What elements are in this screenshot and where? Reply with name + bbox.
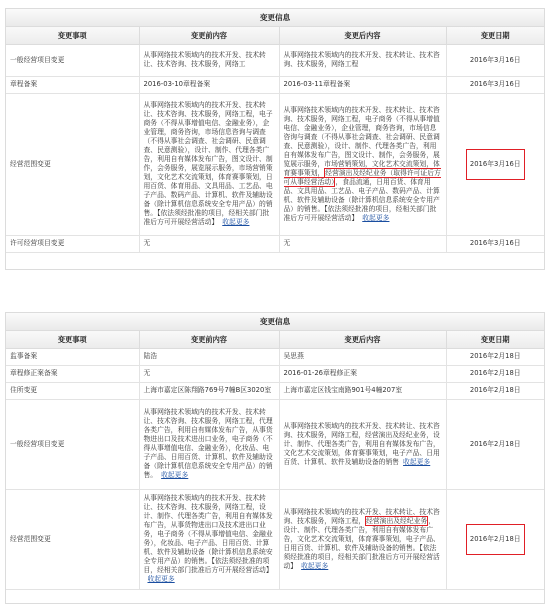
change-item: 章程备案: [6, 76, 139, 93]
after-content: [279, 93, 446, 235]
change-date: 2016年3月16日: [446, 76, 544, 93]
after-content: 上海市嘉定区钱宝南路901号4幢207室: [279, 382, 446, 399]
table-row: [6, 348, 544, 365]
after-content: 无: [279, 235, 446, 252]
collapse-link[interactable]: 收起更多: [222, 218, 250, 226]
table-row: [6, 365, 544, 382]
highlighted-change: 经营演出及经纪业务（取得许可证后方可从事经营活动）: [283, 168, 441, 186]
table-row: [6, 44, 544, 76]
header-item: 变更事项: [6, 27, 139, 44]
change-date-cell: [446, 93, 544, 235]
after-text-rest: ，设计、制作、代理各类广告，利用自有媒体发布广告，文化艺术交流策划，体育赛事策划，电子产品、日用百货、计算机、软件及辅助设备的销售。【依法须经批准的项目，经相关部门批准后方可开展经营活动】: [283, 516, 440, 570]
panel-title: 变更信息: [6, 313, 544, 331]
table-row: [6, 489, 544, 589]
change-item: 许可经营项目变更: [6, 235, 139, 252]
change-date: 2016年2月18日: [446, 365, 544, 382]
header-before: 变更前内容: [139, 27, 279, 44]
before-text: 从事网络技术领域内的技术开发、技术转让、技术咨询、技术服务，网络工程，电子商务（不得从事增值电信、金融业务），企业管理，商务咨询，市场信息咨询与调查（不得从事社会调查、社会调研、民意调查、民意测验），设计、制作、代理各类广告，利用自有媒体发布广告，图文设计、制作，会务服务，展览展示服务，市场营销策划，文化艺术交流策划，体育赛事策划，日用百货、体育用品、文具用品、工艺品、电子产品、数码产品、计算机、软件及辅助设备（除计算机信息系统安全专用产品）的销售。【依法须经批准的项目，经相关部门批准后方可开展经营活动】: [143, 101, 273, 226]
after-text: 从事网络技术领域内的技术开发、技术转让、技术咨询、技术服务，网络工程，: [283, 507, 440, 525]
change-item: 章程修正案备案: [6, 365, 139, 382]
highlighted-change: 经营演出及经纪业务: [366, 516, 428, 525]
before-content: 无: [139, 235, 279, 252]
change-item: 监事备案: [6, 348, 139, 365]
after-content: [279, 399, 446, 489]
change-table: [6, 27, 544, 253]
header-after: 变更后内容: [279, 27, 446, 44]
header-date: 变更日期: [446, 331, 544, 348]
after-content: 从事网络技术领域内的技术开发、技术转让、技术咨询、技术服务，网络工程: [279, 44, 446, 76]
header-before: 变更前内容: [139, 331, 279, 348]
highlighted-date: 2016年2月18日: [466, 524, 525, 555]
after-content: 2016-01-26章程修正案: [279, 365, 446, 382]
before-content: 陆浩: [139, 348, 279, 365]
change-date: 2016年3月16日: [446, 44, 544, 76]
before-content: [139, 489, 279, 589]
before-content: [139, 399, 279, 489]
change-info-panel-2: [5, 312, 545, 604]
before-content: 无: [139, 365, 279, 382]
change-item: 一般经营项目变更: [6, 399, 139, 489]
change-info-panel-1: [5, 8, 545, 270]
after-content: 2016-03-11章程备案: [279, 76, 446, 93]
table-row: [6, 235, 544, 252]
collapse-link[interactable]: 收起更多: [301, 561, 329, 570]
change-item: 住所变更: [6, 382, 139, 399]
collapse-link[interactable]: 收起更多: [161, 471, 189, 479]
table-row: [6, 399, 544, 489]
header-date: 变更日期: [446, 27, 544, 44]
header-after: 变更后内容: [279, 331, 446, 348]
after-text-rest: ，食品流通，日用百货、体育用品、文具用品、工艺品、电子产品、数码产品、计算机、软件及辅助设备（除计算机信息系统安全专用产品）的销售。【依法须经批准的项目，经相关部门批准后方可开展经营活动】: [283, 177, 440, 222]
panel-title: 变更信息: [6, 9, 544, 27]
before-content: 2016-03-10章程备案: [139, 76, 279, 93]
change-item: 经营范围变更: [6, 489, 139, 589]
before-content: 从事网络技术领域内的技术开发、技术转让、技术咨询、技术服务，网络工: [139, 44, 279, 76]
after-content: 吴思燕: [279, 348, 446, 365]
change-date: 2016年3月16日: [446, 235, 544, 252]
change-item: 一般经营项目变更: [6, 44, 139, 76]
before-text: 从事网络技术领域内的技术开发、技术转让、技术咨询、技术服务，网络工程，设计、制作、代理各类广告，利用自有媒体发布广告，从事货物进出口及技术进出口业务，电子商务（不得从事增值电信、金融业务），化妆品、电子产品、日用百货、计算机、软件及辅助设备（除计算机信息系统安全专用产品）的销售。【依法须经批准的项目，经相关部门批准后方可开展经营活动】: [143, 494, 273, 574]
collapse-link[interactable]: 收起更多: [403, 457, 431, 466]
table-row: [6, 76, 544, 93]
change-date: 2016年2月18日: [446, 348, 544, 365]
before-text: 从事网络技术领域内的技术开发、技术转让、技术咨询、技术服务，网络工程，代理各类广告，利用自有媒体发布广告，从事货物进出口及技术进出口业务，电子商务（不得从事增值电信、金融业务），化妆品、电子产品、日用百货、计算机、软件及辅助设备（除计算机信息系统安全专用产品）的销售。: [143, 408, 273, 479]
change-date-cell: [446, 489, 544, 589]
table-row: [6, 93, 544, 235]
before-content: 上海市嘉定区陈翔路769号7幢B区3020室: [139, 382, 279, 399]
collapse-link[interactable]: 收起更多: [362, 213, 390, 222]
before-content: [139, 93, 279, 235]
table-row: [6, 382, 544, 399]
change-date: 2016年2月18日: [446, 382, 544, 399]
collapse-link[interactable]: 收起更多: [147, 575, 175, 583]
header-item: 变更事项: [6, 331, 139, 348]
change-table: [6, 331, 544, 590]
change-item: 经营范围变更: [6, 93, 139, 235]
after-text: 从事网络技术领域内的技术开发、技术转让、技术咨询、技术服务，网络工程，经营演出及经纪业务，设计、制作、代理各类广告，利用自有媒体发布广告，文化艺术交流策划，体育赛事策划，电子产品、日用百货、计算机、软件及辅助设备的销售: [283, 421, 440, 466]
highlighted-date: 2016年3月16日: [466, 149, 525, 180]
change-date: 2016年2月18日: [446, 399, 544, 489]
after-text: 从事网络技术领域内的技术开发、技术转让、技术咨询、技术服务，网络工程，电子商务（不得从事增值电信、金融业务），企业管理，商务咨询，市场信息咨询与调查（不得从事社会调查、社会调研、民意调查、民意测验），设计、制作、代理各类广告，利用自有媒体发布广告，图文设计、制作，会务服务，展览展示服务，市场营销策划，文化艺术交流策划，体育赛事策划，: [283, 105, 440, 177]
after-content: [279, 489, 446, 589]
